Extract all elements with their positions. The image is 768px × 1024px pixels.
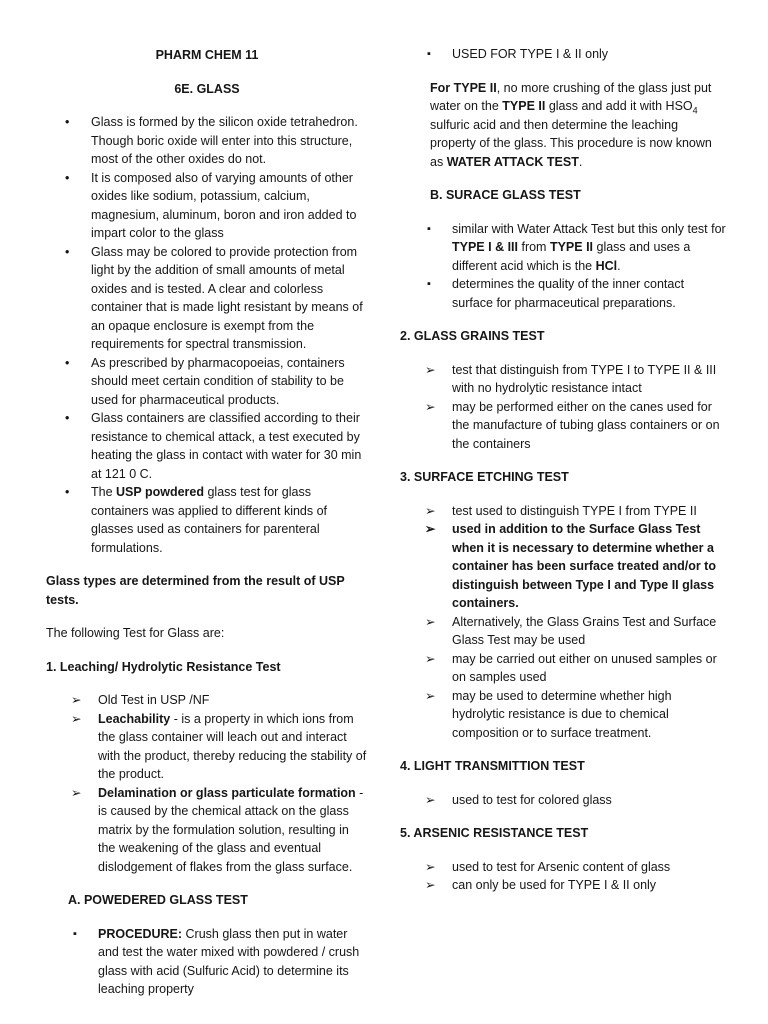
list-item: ➢ Leachability - is a property in which ions from the glass container will leach out and interact with the product, thereby reducing the stability of the product. xyxy=(46,710,368,784)
glass-grains-test-heading: 2. GLASS GRAINS TEST xyxy=(400,329,545,343)
surface-glass-test-heading: B. SURACE GLASS TEST xyxy=(430,188,581,202)
light-transmission-test-list xyxy=(400,791,726,810)
surface-etching-test-list xyxy=(400,502,726,743)
leaching-test-heading: 1. Leaching/ Hydrolytic Resistance Test xyxy=(46,659,281,674)
glass-facts-list xyxy=(46,113,368,557)
water-attack-paragraph: For TYPE II, no more crushing of the glass just put water on the TYPE II glass and add it with $HSO_4$ sulfuric acid and then determine the leaching property of the glass. This procedure is now known as WATER ATTACK TEST. xyxy=(430,80,712,169)
list-item: ➢ Delamination or glass particulate formation - is caused by the chemical attack on the glass matrix by the formulation solution, resulting in the weakening of the glass and eventual dislodgement of flakes from the glass surface. xyxy=(46,784,368,877)
powdered-glass-test-list xyxy=(46,925,368,999)
list-item: ➢ used to test for colored glass xyxy=(400,791,726,810)
list-item: ➢ test that distinguish from TYPE I to TYPE II & III with no hydrolytic resistance intact xyxy=(400,361,726,398)
list-item: • Glass containers are classified according to their resistance to chemical attack, a test executed by heating the glass in contact with water for 30 min at 121 0 C. xyxy=(46,409,368,483)
right-column xyxy=(400,0,726,895)
arsenic-resistance-test-list xyxy=(400,858,726,895)
list-item: • It is composed also of varying amounts of other oxides like sodium, potassium, calcium, magnesium, aluminum, boron and iron added to impart color to the glass xyxy=(46,169,368,243)
list-item: ▪ PROCEDURE: Crush glass then put in water and test the water mixed with powdered / crush glass with acid (Sulfuric Acid) to determine its leaching property xyxy=(46,925,368,999)
list-item: ➢ Alternatively, the Glass Grains Test and Surface Glass Test may be used xyxy=(400,613,726,650)
surface-etching-test-heading: 3. SURFACE ETCHING TEST xyxy=(400,470,569,484)
list-item: ➢ can only be used for TYPE I & II only xyxy=(400,876,726,895)
list-item: • The USP powdered glass test for glass containers was applied to different kinds of glasses used as containers for parenteral formulations. xyxy=(46,483,368,557)
type-usage-list xyxy=(400,45,726,64)
glass-grains-test-list xyxy=(400,361,726,454)
list-item: ➢ used to test for Arsenic content of glass xyxy=(400,858,726,877)
left-column xyxy=(46,0,368,999)
powdered-glass-test-heading: A. POWEDERED GLASS TEST xyxy=(68,893,248,907)
section-title-glass: 6E. GLASS xyxy=(174,81,240,96)
list-item: ➢ may be carried out either on unused samples or on samples used xyxy=(400,650,726,687)
tests-intro: The following Test for Glass are: xyxy=(46,626,225,640)
list-item: ➢ test used to distinguish TYPE I from TYPE II xyxy=(400,502,726,521)
list-item: • Glass is formed by the silicon oxide tetrahedron. Though boric oxide will enter into this structure, most of the other oxides do not. xyxy=(46,113,368,169)
leaching-test-list xyxy=(46,691,368,876)
list-item: • Glass may be colored to provide protection from light by the addition of small amounts of metal oxides and is tested. A clear and colorless container that is made light resistant by means of an opaque enclosure is exempt from the requirements for spectral transmission. xyxy=(46,243,368,354)
document-title: PHARM CHEM 11 xyxy=(155,48,259,62)
list-item: ▪ similar with Water Attack Test but this only test for TYPE I & III from TYPE II glass and uses a different acid which is the HCl. xyxy=(400,220,726,276)
list-item: ➢ Old Test in USP /NF xyxy=(46,691,368,710)
list-item: ➢ may be performed either on the canes used for the manufacture of tubing glass containers or on the containers xyxy=(400,398,726,454)
surface-glass-test-list xyxy=(400,220,726,313)
list-item: ➢ used in addition to the Surface Glass Test when it is necessary to determine whether a container has been surface treated and/or to distinguish between Type I and Type II glass containers. xyxy=(400,520,726,613)
arsenic-resistance-test-heading: 5. ARSENIC RESISTANCE TEST xyxy=(400,826,589,840)
list-item: • As prescribed by pharmacopoeias, containers should meet certain condition of stability to be used for pharmaceutical products. xyxy=(46,354,368,410)
list-item: ▪ USED FOR TYPE I & II only xyxy=(400,45,726,64)
light-transmission-test-heading: 4. LIGHT TRANSMITTION TEST xyxy=(400,759,585,773)
glass-types-statement: Glass types are determined from the result of USP tests. xyxy=(46,574,345,607)
list-item: ➢ may be used to determine whether high hydrolytic resistance is due to chemical composition or to surface treatment. xyxy=(400,687,726,743)
list-item: ▪ determines the quality of the inner contact surface for pharmaceutical preparations. xyxy=(400,275,726,312)
